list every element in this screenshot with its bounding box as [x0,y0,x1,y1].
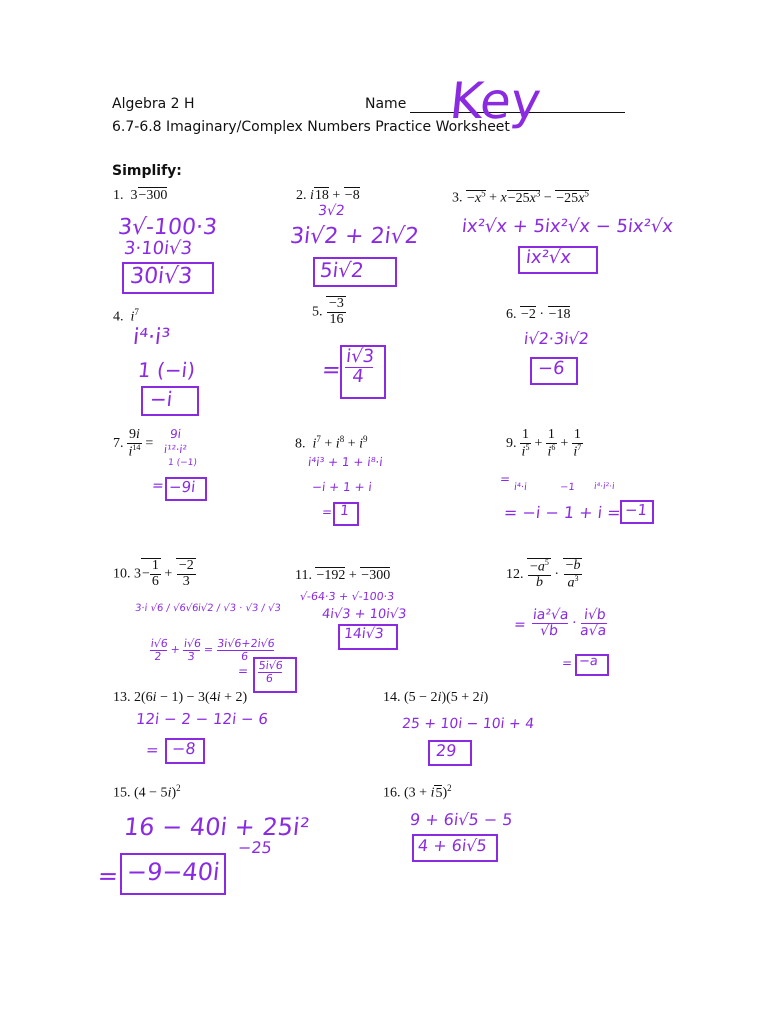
p13-work-1: 12i − 2 − 12i − 6 [135,710,269,728]
course-label: Algebra 2 H [112,96,195,112]
problem-8: 8. $i^7 + i^8 + i^9$ [295,434,368,452]
p5-answer [343,348,375,387]
p11-work-2: 4i√3 + 10i√3 [321,607,408,622]
p15-work-2: −25 [237,838,273,857]
p4-answer: −i [148,387,174,411]
p8-equals: = [321,505,333,519]
problem-7: 7. $\frac{9i}{i^{14}}$ = [113,427,154,460]
p10-work-1: 3·i √6 / √6√6 [134,603,200,614]
problem-4: 4. $i^7$ [113,307,139,325]
p12-term2-bottom: a√a [579,622,608,639]
name-label: Name [365,96,407,112]
p9-work-2: −1 [559,482,576,493]
problem-5: 5. $\frac{-3}{16}$ [312,296,344,327]
name-handwritten-key: Key [446,72,544,130]
p11-work-1: √-64·3 + √-100·3 [299,590,395,603]
p3-answer: ix²√x [524,247,573,268]
p1-answer: 30i√3 [128,264,194,289]
p10-equals: = [237,664,249,678]
worksheet-title: 6.7-6.8 Imaginary/Complex Numbers Practice Worksheet [112,119,510,135]
p10-term2-top: i√6 [183,637,202,650]
p9-work-3: i⁴·i²·i [593,482,615,492]
p9-answer: −1 [624,501,649,519]
p1-work-2: 3·10i√3 [122,238,194,259]
problem-13: 13. 2(6i − 1) − 3(4i + 2) [113,690,248,705]
p9-work-1: i⁴·i [513,482,528,493]
problem-1: 1. 3−300 [113,188,168,203]
p4-work-1: i⁴·i³ [131,325,172,350]
p7-work-2: i¹²·i² [163,443,188,456]
p13-answer: −8 [171,739,197,758]
p9-work-4: = −i − 1 + i = [503,503,622,522]
p12-answer: −a [578,654,599,669]
p6-answer: −6 [536,358,566,379]
problem-9: 9. $\frac{1}{i^5}$ + $\frac{1}{i^6}$ + $\frac{1}{i^7}$ [506,427,582,460]
p5-answer-top: i√3 [345,346,376,367]
p6-work-1: i√2·3i√2 [523,329,590,348]
instruction-label: Simplify: [112,163,182,179]
p10-term1-bottom: 2 [153,649,163,663]
p4-work-2: 1 (−i) [136,358,197,382]
p8-answer: 1 [339,503,350,519]
p2-work-1: 3√2 [317,203,346,219]
p5-equals: = [320,358,342,383]
problem-16: 16. $(3 + i5)^2$ [383,783,452,801]
p12-term2-top: i√b [581,608,609,624]
p2-work-2: 3i√2 + 2i√2 [288,224,420,249]
p10-sum-top: 3i√6+2i√6 [216,637,276,650]
p12-term1-top: ia²√a [532,607,570,623]
p7-answer: −9i [168,478,197,496]
p16-work-1: 9 + 6i√5 − 5 [409,810,514,829]
p7-work-3: 1 (−1) [167,458,198,468]
p12-equals-2: = [561,656,573,670]
p15-work-1: 16 − 40i + 25i² [122,813,311,841]
p10-term2-bottom: 3 [187,649,196,663]
p7-equals: = [151,478,165,494]
p9-equals: = [499,472,511,486]
p10-term1-top: i√6 [150,637,169,650]
p11-answer: 14i√3 [343,626,385,642]
problem-14: 14. (5 − 2i)(5 + 2i) [383,690,489,705]
p10-answer-top: 5i√6 [258,659,284,672]
p14-work-1: 25 + 10i − 10i + 4 [401,716,535,732]
p15-equals: = [96,862,120,890]
problem-15: 15. $(4 - 5i)^2$ [113,783,181,801]
problem-3: 3. $-x^5 + x-25x^3 - -25x^5$ [452,188,589,206]
p7-work-1: 9i [169,427,182,441]
p8-work-2: −i + 1 + i [311,480,373,494]
p12-work: $\frac{\text{ia²√a}}{√b}$ · $\frac{i√b}{a√a}$ [532,607,608,639]
p10-answer-bottom: 6 [265,671,274,685]
p15-answer: −9−40i [125,858,222,886]
p12-equals: = [513,617,527,633]
p12-term1-bottom: √b [539,622,559,639]
p2-answer: 5i√2 [318,258,366,282]
problem-10: 10. 3− $\frac{1}{6}$ + $\frac{-2}{3}$ [113,558,194,589]
problem-11: 11. −192 + −300 [295,568,391,583]
p13-equals: = [145,741,160,759]
p14-answer: 29 [435,741,458,760]
p8-work-1: i⁴i³ + 1 + i⁸·i [307,455,384,469]
p10-work-2: i√2 / √3 · √3 / √3 [197,603,282,614]
problem-12: 12. $\frac{-a^5}{b}$ · $\frac{-b}{a^3}$ [506,558,581,591]
p10-answer [257,660,284,684]
p10-sum-bottom: 6 [240,649,249,663]
problem-6: 6. −2 · −18 [506,307,571,322]
p1-work-1: 3√-100·3 [116,215,219,240]
problem-2: 2. i18 + −8 [296,188,360,203]
p10-work-3: $\frac{i√6}{2}$ + $\frac{i√6}{3}$ = $\frac{3i√6+2i√6}{6}$ [150,637,276,663]
p3-work-1: ix²√x + 5ix²√x − 5ix²√x [460,216,675,237]
p5-answer-bottom: 4 [351,365,365,387]
p16-answer: 4 + 6i√5 [417,836,488,855]
